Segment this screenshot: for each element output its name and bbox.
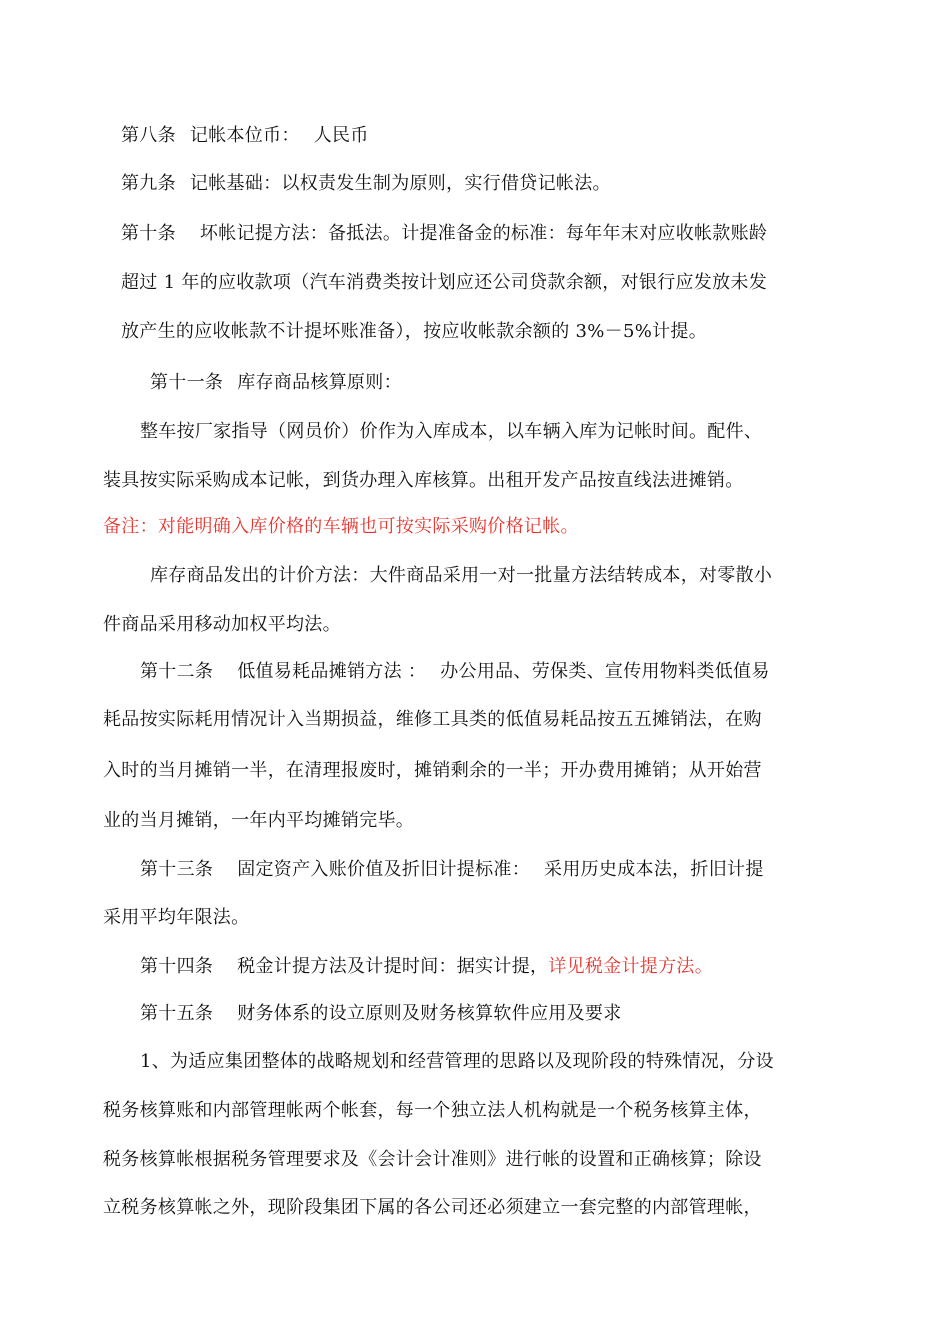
article-12-line-2: 耗品按实际耗用情况计入当期损益，维修工具类的低值易耗品按五五摊销法，在购 [103,709,762,730]
inventory-paragraph-line-2: 装具按实际采购成本记帐，到货办理入库核算。出租开发产品按直线法进摊销。 [103,470,744,491]
valuation-paragraph-line-1: 库存商品发出的计价方法：大件商品采用一对一批量方法结转成本，对零散小 [150,565,773,586]
article-11: 第十一条 库存商品核算原则： [150,372,402,393]
red-note: 备注：对能明确入库价格的车辆也可按实际采购价格记帐。 [103,516,579,537]
article-10-line-3: 放产生的应收帐款不计提坏账准备），按应收帐款余额的 3%－5%计提。 [121,321,708,342]
article-15-item-1-line-1: 1、为适应集团整体的战略规划和经营管理的思路以及现阶段的特殊情况，分设 [140,1051,774,1072]
article-13: 第十三条 固定资产入账价值及折旧计提标准： 采用历史成本法，折旧计提 [140,859,764,880]
article-14: 第十四条 税金计提方法及计提时间：据实计提，详见税金计提方法。 [140,956,714,977]
article-12-line-3: 入时的当月摊销一半，在清理报废时，摊销剩余的一半；开办费用摊销；从开始营 [103,760,762,781]
article-10: 第十条 坏帐记提方法：备抵法。计提准备金的标准：每年年末对应收帐款账龄 [121,223,768,244]
article-9: 第九条 记帐基础：以权责发生制为原则，实行借贷记帐法。 [121,173,611,194]
article-15-item-1-line-4: 立税务核算帐之外，现阶段集团下属的各公司还必须建立一套完整的内部管理帐， [103,1197,762,1218]
article-10-line-2: 超过 1 年的应收款项（汽车消费类按计划应还公司贷款余额，对银行应发放未发 [121,272,767,293]
article-15: 第十五条 财务体系的设立原则及财务核算软件应用及要求 [140,1003,622,1024]
article-12-line-4: 业的当月摊销，一年内平均摊销完毕。 [103,810,415,831]
inventory-paragraph-line-1: 整车按厂家指导（网员价）价作为入库成本，以车辆入库为记帐时间。配件、 [140,421,763,442]
article-13-line-2: 采用平均年限法。 [103,907,250,928]
article-12: 第十二条 低值易耗品摊销方法 ： 办公用品、劳保类、宣传用物料类低值易 [140,661,770,682]
article-8: 第八条 记帐本位币： 人民币 [121,125,369,146]
article-15-item-1-line-2: 税务核算账和内部管理帐两个帐套，每一个独立法人机构就是一个税务核算主体， [103,1100,762,1121]
article-15-item-1-line-3: 税务核算帐根据税务管理要求及《会计会计准则》进行帐的设置和正确核算；除设 [103,1149,762,1170]
valuation-paragraph-line-2: 件商品采用移动加权平均法。 [103,614,341,635]
